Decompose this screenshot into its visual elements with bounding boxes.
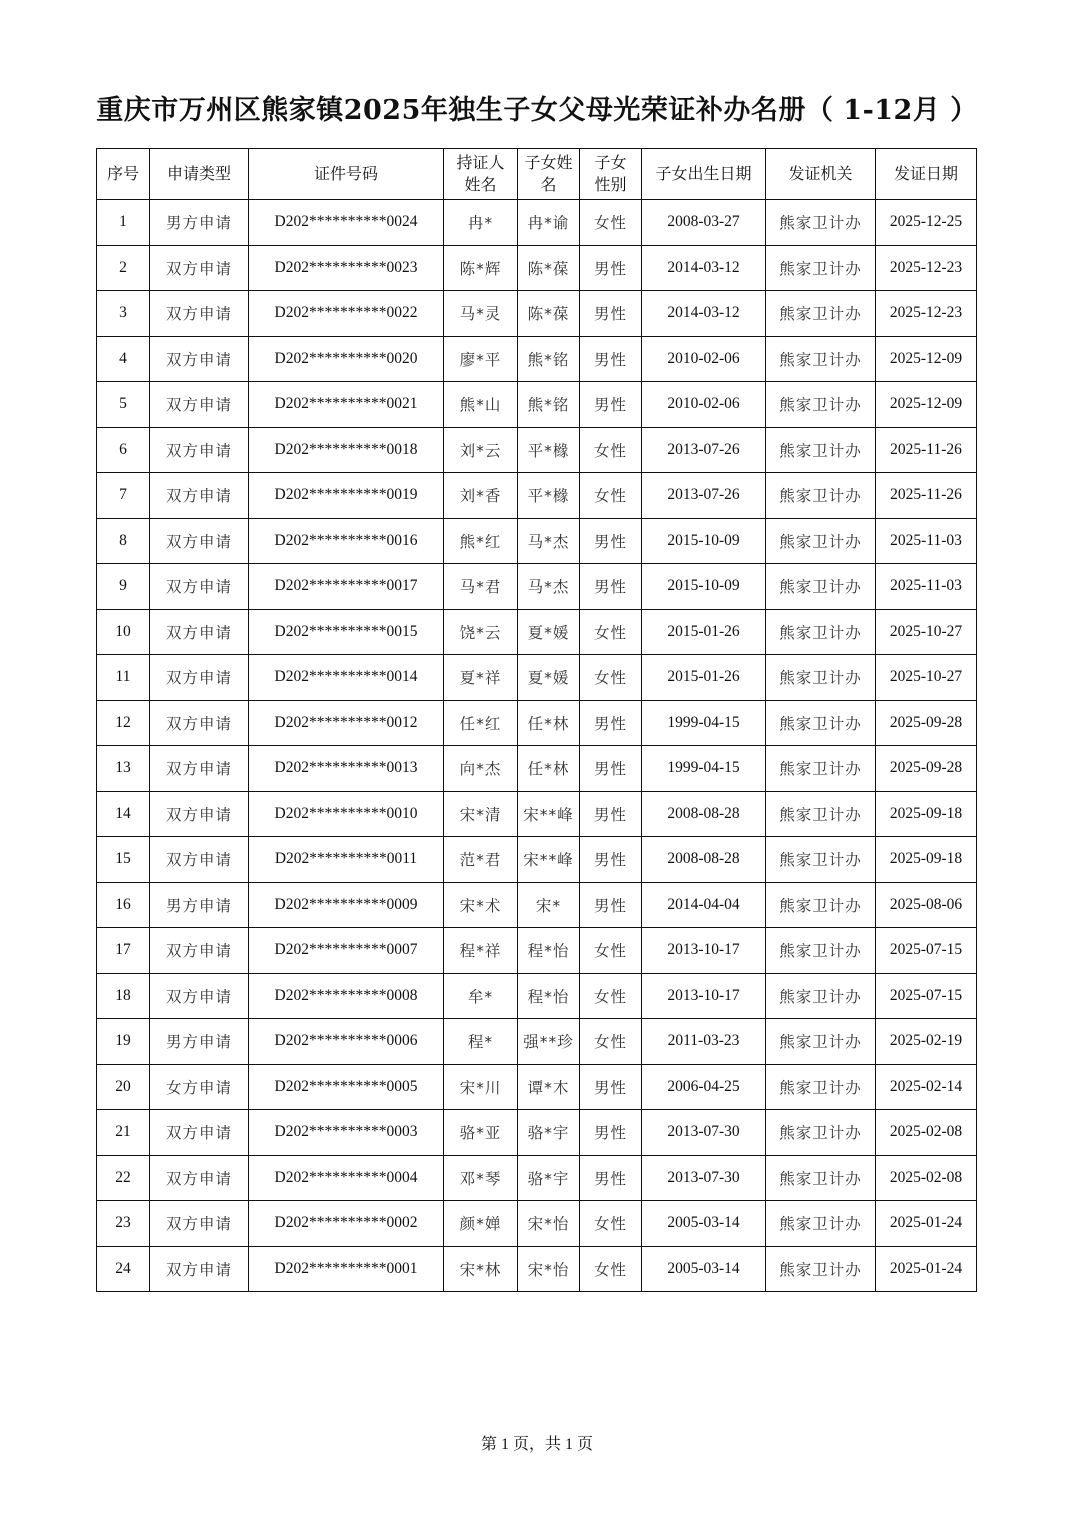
table-row: [97, 609, 977, 655]
cell-no: 7: [97, 473, 150, 519]
cell-gender: 女性: [580, 973, 642, 1019]
cell-issued: 2025-12-25: [876, 200, 977, 246]
cell-birth: 2008-03-27: [642, 200, 766, 246]
cell-cert: D202**********0006: [249, 1019, 444, 1065]
cell-child: 宋*: [518, 882, 580, 928]
table-row: [97, 746, 977, 792]
cell-cert: D202**********0020: [249, 336, 444, 382]
cell-gender: 女性: [580, 609, 642, 655]
cell-child: 程*怡: [518, 928, 580, 974]
cell-authority: 熊家卫计办: [766, 518, 876, 564]
cell-birth: 2013-07-30: [642, 1110, 766, 1156]
cell-birth: 2006-04-25: [642, 1064, 766, 1110]
cell-holder: 马*灵: [444, 291, 518, 337]
cell-holder: 宋*清: [444, 791, 518, 837]
cell-cert: D202**********0018: [249, 427, 444, 473]
cell-authority: 熊家卫计办: [766, 928, 876, 974]
cell-gender: 男性: [580, 245, 642, 291]
cell-holder: 颜*婵: [444, 1201, 518, 1247]
cell-holder: 任*红: [444, 700, 518, 746]
cell-no: 23: [97, 1201, 150, 1247]
cell-no: 1: [97, 200, 150, 246]
cell-gender: 男性: [580, 382, 642, 428]
cell-type: 双方申请: [150, 655, 249, 701]
cell-holder: 刘*云: [444, 427, 518, 473]
cell-no: 12: [97, 700, 150, 746]
cell-issued: 2025-11-03: [876, 518, 977, 564]
header-gender: 子女性别: [580, 149, 642, 200]
cell-authority: 熊家卫计办: [766, 609, 876, 655]
cell-birth: 2013-10-17: [642, 973, 766, 1019]
cell-no: 18: [97, 973, 150, 1019]
cell-authority: 熊家卫计办: [766, 1110, 876, 1156]
cell-child: 骆*宇: [518, 1155, 580, 1201]
cell-cert: D202**********0022: [249, 291, 444, 337]
cell-child: 马*杰: [518, 564, 580, 610]
cell-issued: 2025-12-23: [876, 245, 977, 291]
cell-authority: 熊家卫计办: [766, 427, 876, 473]
header-type: 申请类型: [150, 149, 249, 200]
cell-issued: 2025-02-19: [876, 1019, 977, 1065]
cell-cert: D202**********0016: [249, 518, 444, 564]
cell-issued: 2025-10-27: [876, 655, 977, 701]
cell-gender: 女性: [580, 427, 642, 473]
cell-cert: D202**********0023: [249, 245, 444, 291]
cell-cert: D202**********0010: [249, 791, 444, 837]
roster-table: [96, 148, 977, 1292]
table-row: [97, 427, 977, 473]
cell-type: 双方申请: [150, 518, 249, 564]
cell-authority: 熊家卫计办: [766, 382, 876, 428]
cell-child: 冉*谕: [518, 200, 580, 246]
cell-no: 16: [97, 882, 150, 928]
cell-holder: 程*: [444, 1019, 518, 1065]
cell-gender: 女性: [580, 200, 642, 246]
table-row: [97, 973, 977, 1019]
cell-type: 双方申请: [150, 746, 249, 792]
cell-type: 双方申请: [150, 1246, 249, 1292]
table-body: [97, 200, 977, 1292]
cell-no: 19: [97, 1019, 150, 1065]
cell-cert: D202**********0005: [249, 1064, 444, 1110]
table-row: [97, 1019, 977, 1065]
cell-type: 双方申请: [150, 1155, 249, 1201]
cell-child: 夏*媛: [518, 609, 580, 655]
cell-no: 22: [97, 1155, 150, 1201]
cell-type: 双方申请: [150, 837, 249, 883]
cell-authority: 熊家卫计办: [766, 746, 876, 792]
cell-holder: 刘*香: [444, 473, 518, 519]
header-cert: 证件号码: [249, 149, 444, 200]
table-row: [97, 382, 977, 428]
cell-issued: 2025-07-15: [876, 973, 977, 1019]
cell-gender: 男性: [580, 291, 642, 337]
cell-no: 10: [97, 609, 150, 655]
cell-gender: 男性: [580, 518, 642, 564]
page-footer: 第 1 页，共 1 页: [480, 1436, 593, 1453]
cell-child: 强**珍: [518, 1019, 580, 1065]
cell-birth: 1999-04-15: [642, 746, 766, 792]
cell-type: 双方申请: [150, 791, 249, 837]
cell-child: 程*怡: [518, 973, 580, 1019]
cell-authority: 熊家卫计办: [766, 973, 876, 1019]
table-row: [97, 1155, 977, 1201]
cell-gender: 男性: [580, 564, 642, 610]
cell-no: 14: [97, 791, 150, 837]
cell-authority: 熊家卫计办: [766, 564, 876, 610]
table-row: [97, 928, 977, 974]
cell-cert: D202**********0021: [249, 382, 444, 428]
cell-issued: 2025-08-06: [876, 882, 977, 928]
cell-child: 熊*铭: [518, 336, 580, 382]
cell-holder: 宋*术: [444, 882, 518, 928]
cell-issued: 2025-09-28: [876, 746, 977, 792]
cell-cert: D202**********0011: [249, 837, 444, 883]
cell-no: 3: [97, 291, 150, 337]
cell-gender: 男性: [580, 746, 642, 792]
document-title: 重庆市万州区熊家镇2025年独生子女父母光荣证补办名册（ 1-12月 ）: [96, 95, 978, 126]
cell-issued: 2025-02-14: [876, 1064, 977, 1110]
cell-no: 2: [97, 245, 150, 291]
cell-birth: 2005-03-14: [642, 1246, 766, 1292]
table-row: [97, 291, 977, 337]
table-row: [97, 837, 977, 883]
cell-gender: 男性: [580, 882, 642, 928]
cell-holder: 宋*林: [444, 1246, 518, 1292]
cell-authority: 熊家卫计办: [766, 473, 876, 519]
cell-issued: 2025-02-08: [876, 1155, 977, 1201]
cell-birth: 2015-10-09: [642, 518, 766, 564]
table-row: [97, 1201, 977, 1247]
cell-gender: 女性: [580, 655, 642, 701]
cell-type: 双方申请: [150, 427, 249, 473]
cell-authority: 熊家卫计办: [766, 1201, 876, 1247]
cell-birth: 2014-03-12: [642, 245, 766, 291]
cell-holder: 熊*山: [444, 382, 518, 428]
cell-cert: D202**********0019: [249, 473, 444, 519]
cell-birth: 2010-02-06: [642, 382, 766, 428]
cell-birth: 2011-03-23: [642, 1019, 766, 1065]
cell-type: 双方申请: [150, 382, 249, 428]
cell-child: 宋**峰: [518, 837, 580, 883]
cell-type: 双方申请: [150, 564, 249, 610]
cell-holder: 夏*祥: [444, 655, 518, 701]
table-header-row: [97, 149, 977, 200]
cell-holder: 程*祥: [444, 928, 518, 974]
cell-holder: 邓*琴: [444, 1155, 518, 1201]
cell-issued: 2025-07-15: [876, 928, 977, 974]
cell-issued: 2025-11-03: [876, 564, 977, 610]
cell-child: 骆*宇: [518, 1110, 580, 1156]
cell-gender: 男性: [580, 837, 642, 883]
cell-authority: 熊家卫计办: [766, 245, 876, 291]
cell-child: 夏*媛: [518, 655, 580, 701]
cell-birth: 2013-07-26: [642, 427, 766, 473]
table-row: [97, 245, 977, 291]
cell-no: 9: [97, 564, 150, 610]
header-child: 子女姓名: [518, 149, 580, 200]
cell-issued: 2025-12-09: [876, 382, 977, 428]
cell-child: 宋*怡: [518, 1246, 580, 1292]
cell-child: 陈*葆: [518, 245, 580, 291]
table-row: [97, 655, 977, 701]
cell-birth: 2015-01-26: [642, 609, 766, 655]
cell-birth: 1999-04-15: [642, 700, 766, 746]
cell-birth: 2015-10-09: [642, 564, 766, 610]
cell-birth: 2010-02-06: [642, 336, 766, 382]
cell-authority: 熊家卫计办: [766, 291, 876, 337]
cell-holder: 范*君: [444, 837, 518, 883]
table-row: [97, 200, 977, 246]
cell-authority: 熊家卫计办: [766, 336, 876, 382]
cell-issued: 2025-11-26: [876, 473, 977, 519]
cell-no: 20: [97, 1064, 150, 1110]
cell-issued: 2025-12-23: [876, 291, 977, 337]
cell-cert: D202**********0001: [249, 1246, 444, 1292]
table-row: [97, 1110, 977, 1156]
cell-no: 11: [97, 655, 150, 701]
cell-holder: 向*杰: [444, 746, 518, 792]
cell-type: 双方申请: [150, 245, 249, 291]
header-birth: 子女出生日期: [642, 149, 766, 200]
header-issued: 发证日期: [876, 149, 977, 200]
cell-no: 13: [97, 746, 150, 792]
cell-cert: D202**********0002: [249, 1201, 444, 1247]
cell-cert: D202**********0009: [249, 882, 444, 928]
cell-gender: 男性: [580, 336, 642, 382]
cell-child: 平*橼: [518, 473, 580, 519]
cell-child: 熊*铭: [518, 382, 580, 428]
cell-holder: 骆*亚: [444, 1110, 518, 1156]
cell-type: 双方申请: [150, 291, 249, 337]
cell-authority: 熊家卫计办: [766, 1019, 876, 1065]
table-row: [97, 336, 977, 382]
cell-cert: D202**********0024: [249, 200, 444, 246]
cell-child: 马*杰: [518, 518, 580, 564]
cell-child: 宋**峰: [518, 791, 580, 837]
cell-type: 男方申请: [150, 882, 249, 928]
cell-holder: 马*君: [444, 564, 518, 610]
cell-issued: 2025-09-18: [876, 791, 977, 837]
cell-issued: 2025-09-28: [876, 700, 977, 746]
cell-authority: 熊家卫计办: [766, 1064, 876, 1110]
cell-issued: 2025-10-27: [876, 609, 977, 655]
cell-type: 男方申请: [150, 200, 249, 246]
cell-type: 双方申请: [150, 473, 249, 519]
cell-child: 平*橼: [518, 427, 580, 473]
cell-authority: 熊家卫计办: [766, 1155, 876, 1201]
cell-cert: D202**********0013: [249, 746, 444, 792]
cell-cert: D202**********0007: [249, 928, 444, 974]
cell-birth: 2008-08-28: [642, 791, 766, 837]
cell-issued: 2025-11-26: [876, 427, 977, 473]
cell-birth: 2013-07-26: [642, 473, 766, 519]
cell-no: 8: [97, 518, 150, 564]
cell-type: 女方申请: [150, 1064, 249, 1110]
cell-gender: 男性: [580, 1110, 642, 1156]
cell-no: 5: [97, 382, 150, 428]
cell-cert: D202**********0012: [249, 700, 444, 746]
cell-gender: 女性: [580, 1246, 642, 1292]
cell-child: 宋*怡: [518, 1201, 580, 1247]
table-row: [97, 1246, 977, 1292]
cell-holder: 陈*辉: [444, 245, 518, 291]
cell-gender: 女性: [580, 1019, 642, 1065]
table-row: [97, 1064, 977, 1110]
cell-cert: D202**********0003: [249, 1110, 444, 1156]
cell-type: 双方申请: [150, 1201, 249, 1247]
cell-holder: 冉*: [444, 200, 518, 246]
cell-birth: 2005-03-14: [642, 1201, 766, 1247]
cell-gender: 女性: [580, 473, 642, 519]
table-row: [97, 700, 977, 746]
header-authority: 发证机关: [766, 149, 876, 200]
cell-no: 15: [97, 837, 150, 883]
cell-birth: 2014-03-12: [642, 291, 766, 337]
table-row: [97, 473, 977, 519]
cell-no: 24: [97, 1246, 150, 1292]
cell-type: 双方申请: [150, 1110, 249, 1156]
cell-holder: 饶*云: [444, 609, 518, 655]
cell-no: 21: [97, 1110, 150, 1156]
cell-authority: 熊家卫计办: [766, 700, 876, 746]
cell-birth: 2008-08-28: [642, 837, 766, 883]
cell-type: 双方申请: [150, 928, 249, 974]
cell-issued: 2025-01-24: [876, 1201, 977, 1247]
cell-no: 4: [97, 336, 150, 382]
cell-gender: 男性: [580, 791, 642, 837]
cell-authority: 熊家卫计办: [766, 200, 876, 246]
cell-gender: 男性: [580, 700, 642, 746]
cell-cert: D202**********0008: [249, 973, 444, 1019]
cell-cert: D202**********0004: [249, 1155, 444, 1201]
cell-issued: 2025-01-24: [876, 1246, 977, 1292]
cell-type: 男方申请: [150, 1019, 249, 1065]
cell-no: 6: [97, 427, 150, 473]
cell-authority: 熊家卫计办: [766, 837, 876, 883]
header-no: 序号: [97, 149, 150, 200]
header-holder: 持证人姓名: [444, 149, 518, 200]
cell-child: 任*林: [518, 746, 580, 792]
cell-cert: D202**********0017: [249, 564, 444, 610]
cell-issued: 2025-02-08: [876, 1110, 977, 1156]
cell-type: 双方申请: [150, 700, 249, 746]
cell-holder: 宋*川: [444, 1064, 518, 1110]
cell-birth: 2015-01-26: [642, 655, 766, 701]
table-row: [97, 518, 977, 564]
cell-gender: 男性: [580, 1155, 642, 1201]
cell-child: 任*林: [518, 700, 580, 746]
table-row: [97, 564, 977, 610]
cell-authority: 熊家卫计办: [766, 655, 876, 701]
cell-authority: 熊家卫计办: [766, 1246, 876, 1292]
cell-child: 谭*木: [518, 1064, 580, 1110]
cell-no: 17: [97, 928, 150, 974]
cell-type: 双方申请: [150, 609, 249, 655]
cell-authority: 熊家卫计办: [766, 882, 876, 928]
cell-birth: 2013-07-30: [642, 1155, 766, 1201]
cell-issued: 2025-09-18: [876, 837, 977, 883]
cell-type: 双方申请: [150, 973, 249, 1019]
cell-issued: 2025-12-09: [876, 336, 977, 382]
cell-birth: 2013-10-17: [642, 928, 766, 974]
cell-child: 陈*葆: [518, 291, 580, 337]
cell-holder: 廖*平: [444, 336, 518, 382]
table-row: [97, 882, 977, 928]
cell-gender: 男性: [580, 1064, 642, 1110]
cell-type: 双方申请: [150, 336, 249, 382]
cell-gender: 女性: [580, 928, 642, 974]
cell-cert: D202**********0015: [249, 609, 444, 655]
table-row: [97, 791, 977, 837]
cell-cert: D202**********0014: [249, 655, 444, 701]
cell-holder: 熊*红: [444, 518, 518, 564]
cell-birth: 2014-04-04: [642, 882, 766, 928]
cell-gender: 女性: [580, 1201, 642, 1247]
cell-authority: 熊家卫计办: [766, 791, 876, 837]
cell-holder: 牟*: [444, 973, 518, 1019]
